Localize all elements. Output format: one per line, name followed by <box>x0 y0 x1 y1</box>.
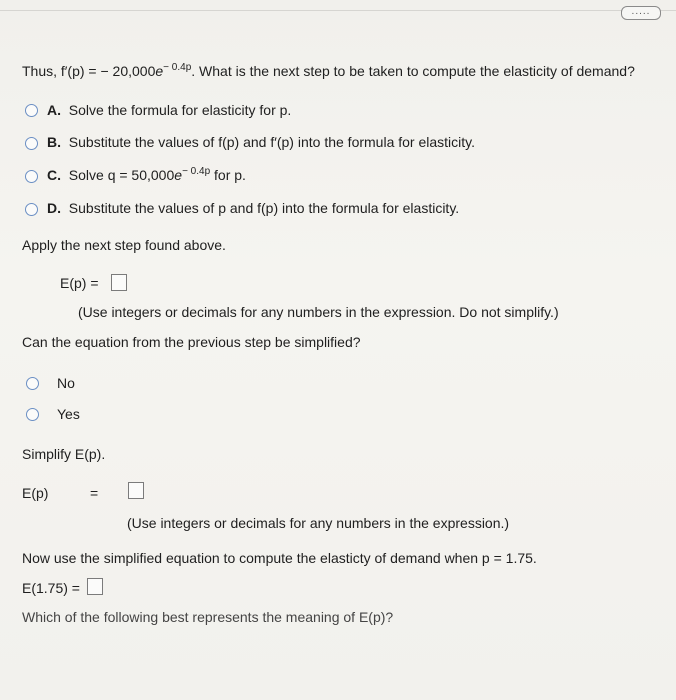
option-a[interactable]: A. Solve the formula for elasticity for p. <box>47 102 292 118</box>
choice-yes-radio[interactable] <box>26 408 39 421</box>
divider <box>0 10 676 11</box>
option-d[interactable]: D. Substitute the values of p and f(p) into the formula for elasticity. <box>47 200 460 216</box>
ep-label: E(p) = <box>60 275 99 291</box>
option-b-radio[interactable] <box>25 137 38 150</box>
simplified-ep-answer-box[interactable] <box>128 482 144 499</box>
option-c[interactable]: C. Solve $q = 50,000e^{- 0.4p}$ for p. <box>47 166 246 183</box>
option-b[interactable]: B. Substitute the values of f(p) and f′(p) into the formula for elasticity. <box>47 134 476 150</box>
e175-label: E(1.75) = <box>22 580 80 596</box>
e175-answer-box[interactable] <box>87 578 103 595</box>
option-c-radio[interactable] <box>25 170 38 183</box>
choice-no-radio[interactable] <box>26 377 39 390</box>
choice-no-label[interactable]: No <box>57 375 75 391</box>
simplify-hint: (Use integers or decimals for any numbers in the expression.) <box>127 515 510 531</box>
equals-sign: = <box>90 485 99 501</box>
simplify-prompt: Can the equation from the previous step be simplified? <box>22 334 361 350</box>
apply-instruction: Apply the next step found above. <box>22 237 226 253</box>
ep-answer-box[interactable] <box>111 274 127 291</box>
compute-instruction: Now use the simplified equation to compute the elasticty of demand when p = 1.75. <box>22 550 537 566</box>
simplified-ep-label: E(p) <box>22 485 49 501</box>
option-d-radio[interactable] <box>25 203 38 216</box>
choice-yes-label[interactable]: Yes <box>57 406 80 422</box>
cut-off-question: Which of the following best represents the meaning of E(p)? <box>22 609 394 625</box>
question-intro: Thus, f′(p) = − $20,000e^{- 0.4p}$. What is the next step to be taken to compute the elasticity of demand? <box>22 62 635 79</box>
option-a-radio[interactable] <box>25 104 38 117</box>
apply-hint: (Use integers or decimals for any numbers in the expression. Do not simplify.) <box>78 304 559 320</box>
simplify-instruction: Simplify E(p). <box>22 446 106 462</box>
more-options-button[interactable]: ..... <box>621 6 661 20</box>
